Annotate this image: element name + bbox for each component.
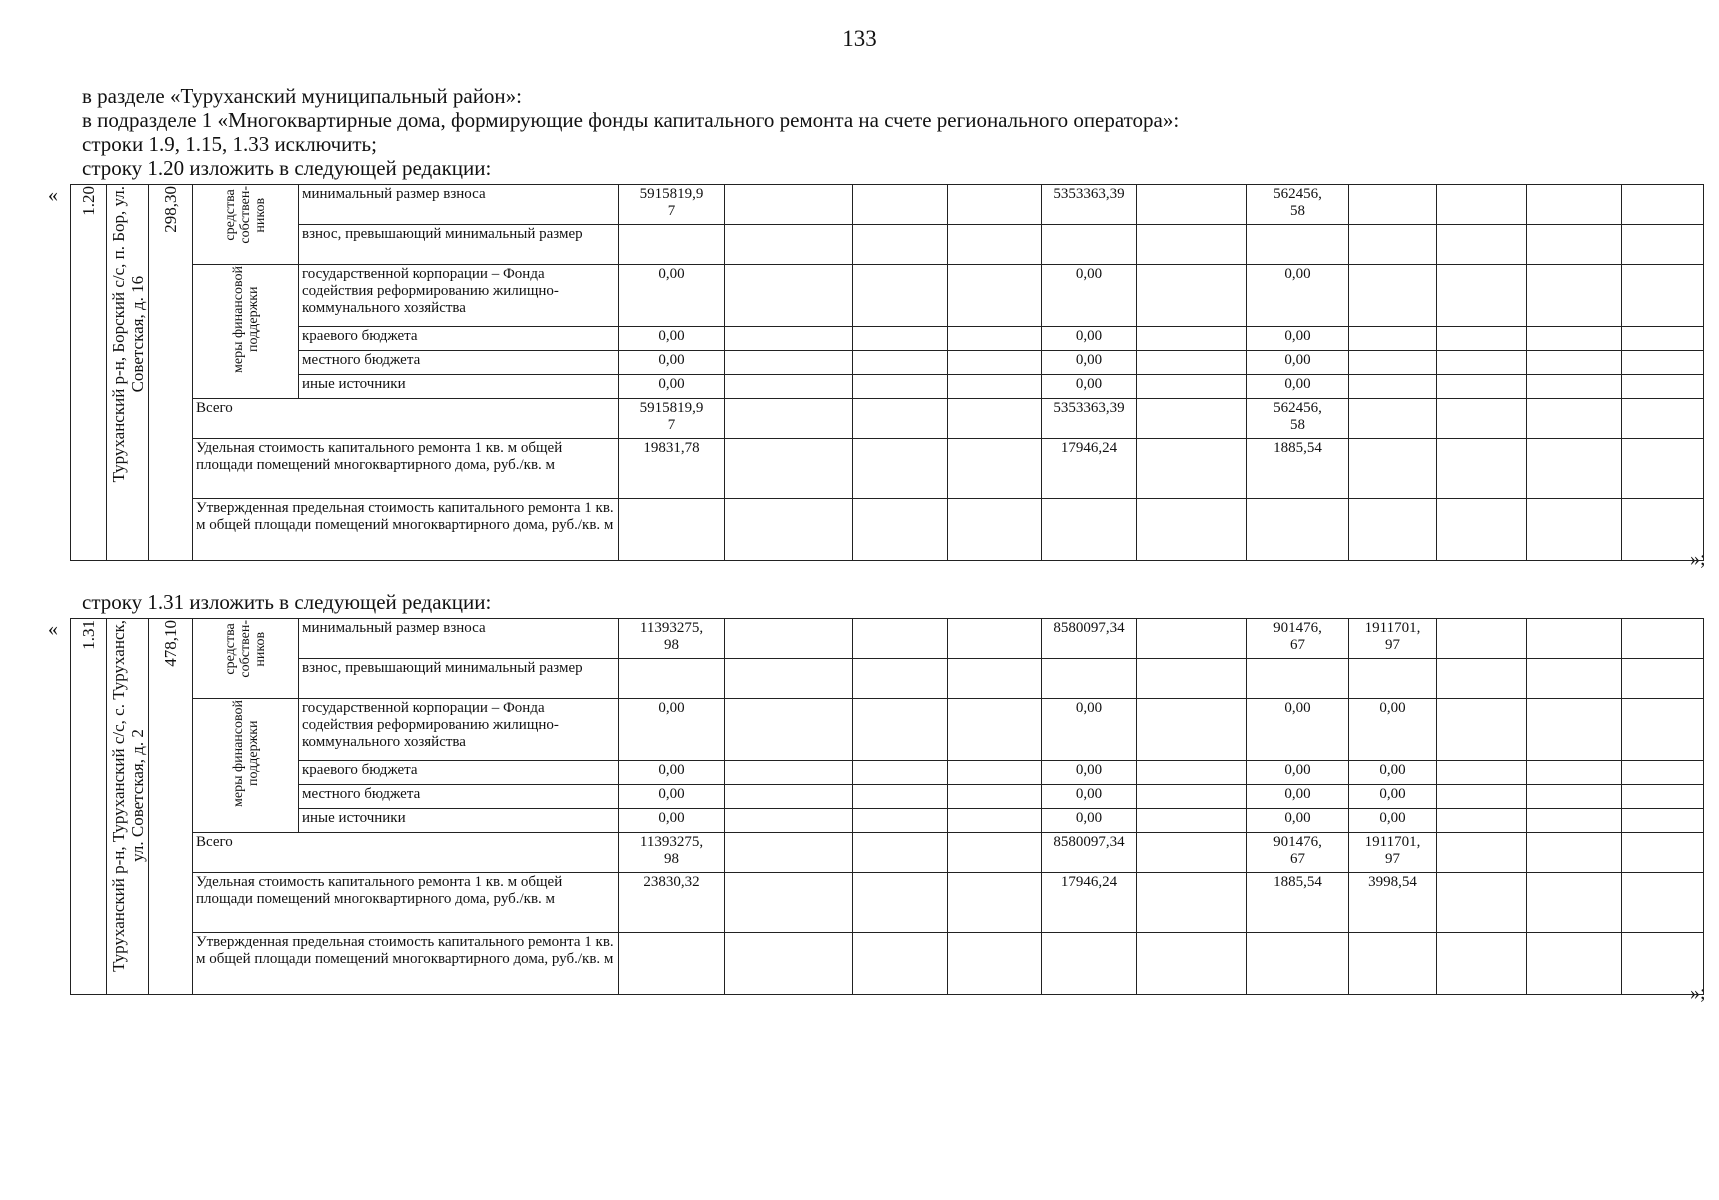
table-row — [71, 699, 1719, 761]
value-cell — [1437, 265, 1527, 327]
value-cell — [948, 833, 1042, 873]
value-cell — [1622, 933, 1704, 995]
value-cell: 1885,54 — [1247, 873, 1349, 933]
value-cell — [1137, 785, 1247, 809]
value-cell — [725, 265, 853, 327]
value-cell — [619, 499, 725, 561]
value-cell — [1137, 833, 1247, 873]
value-cell — [1247, 933, 1349, 995]
value-cell — [1622, 439, 1704, 499]
value-cell — [1349, 265, 1437, 327]
value-cell — [1137, 327, 1247, 351]
value-cell: 0,00 — [619, 785, 725, 809]
value-cell — [1437, 809, 1527, 833]
value-cell — [1527, 351, 1622, 375]
value-cell — [1137, 809, 1247, 833]
value-cell: 0,00 — [1042, 785, 1137, 809]
value-cell — [853, 833, 948, 873]
value-cell — [1437, 659, 1527, 699]
value-cell — [725, 699, 853, 761]
value-cell: 562456, 58 — [1247, 185, 1349, 225]
value-cell — [1622, 327, 1704, 351]
value-cell — [1349, 399, 1437, 439]
amendment-table — [70, 184, 1719, 561]
value-cell — [948, 327, 1042, 351]
value-cell — [948, 619, 1042, 659]
table-row — [71, 833, 1719, 873]
value-cell: 5915819,9 7 — [619, 185, 725, 225]
open-quote: « — [48, 184, 58, 206]
value-cell — [1042, 933, 1137, 995]
row-label: Удельная стоимость капитального ремонта 1 кв. м общей площади помещений многоквартирного дома, руб./кв. м — [193, 873, 619, 933]
value-cell: 5353363,39 — [1042, 399, 1137, 439]
row-label: иные источники — [299, 809, 619, 833]
section-heading: строку 1.31 изложить в следующей редакции: — [82, 590, 492, 614]
value-cell — [1137, 873, 1247, 933]
support-measures-label: меры финансовой поддержки — [230, 266, 261, 373]
value-cell — [1527, 809, 1622, 833]
value-cell — [948, 499, 1042, 561]
value-cell: 0,00 — [619, 761, 725, 785]
table-row — [71, 785, 1719, 809]
value-cell — [1622, 761, 1704, 785]
value-cell — [725, 439, 853, 499]
intro-line: в подразделе 1 «Многоквартирные дома, формирующие фонды капитального ремонта на счете регионального оператора»: — [82, 108, 1180, 132]
row-label: иные источники — [299, 375, 619, 399]
value-cell — [1622, 185, 1704, 225]
value-cell — [1349, 933, 1437, 995]
value-cell — [853, 873, 948, 933]
value-cell — [725, 327, 853, 351]
row-label: Удельная стоимость капитального ремонта 1 кв. м общей площади помещений многоквартирного дома, руб./кв. м — [193, 439, 619, 499]
open-quote: « — [48, 618, 58, 640]
value-cell — [1527, 327, 1622, 351]
value-cell — [853, 375, 948, 399]
value-cell — [948, 699, 1042, 761]
value-cell — [725, 499, 853, 561]
row-label: минимальный размер взноса — [299, 185, 619, 225]
value-cell — [1527, 185, 1622, 225]
value-cell: 0,00 — [619, 699, 725, 761]
value-cell — [948, 873, 1042, 933]
value-cell — [1137, 375, 1247, 399]
value-cell: 901476, 67 — [1247, 619, 1349, 659]
table-row — [71, 185, 1719, 225]
owners-funds-label: средства собствен- ников — [223, 620, 268, 678]
value-cell: 1885,54 — [1247, 439, 1349, 499]
value-cell — [1137, 265, 1247, 327]
value-cell: 0,00 — [1247, 699, 1349, 761]
table-row — [71, 809, 1719, 833]
row-number-cell — [71, 619, 107, 995]
value-cell — [948, 659, 1042, 699]
value-cell — [853, 761, 948, 785]
value-cell — [1349, 225, 1437, 265]
intro-line: строки 1.9, 1.15, 1.33 исключить; — [82, 132, 377, 156]
value-cell — [1349, 659, 1437, 699]
table-row — [71, 873, 1719, 933]
value-cell: 0,00 — [1349, 809, 1437, 833]
value-cell — [725, 185, 853, 225]
value-cell — [948, 375, 1042, 399]
value-cell — [1437, 499, 1527, 561]
value-cell — [1622, 619, 1704, 659]
table-row — [71, 375, 1719, 399]
value-cell — [1437, 327, 1527, 351]
value-cell — [853, 327, 948, 351]
value-cell — [1349, 327, 1437, 351]
value-cell — [1247, 225, 1349, 265]
table-row — [71, 499, 1719, 561]
value-cell — [1527, 375, 1622, 399]
page-number: 133 — [842, 26, 877, 51]
value-cell: 0,00 — [1042, 809, 1137, 833]
row-label: местного бюджета — [299, 785, 619, 809]
value-cell — [1137, 761, 1247, 785]
value-cell: 23830,32 — [619, 873, 725, 933]
value-cell — [725, 873, 853, 933]
value-cell — [1042, 499, 1137, 561]
value-cell — [1247, 499, 1349, 561]
owners-funds-cell — [193, 185, 299, 265]
row-label: Утвержденная предельная стоимость капитального ремонта 1 кв. м общей площади помещений многоквартирного дома, руб./кв. м — [193, 933, 619, 995]
value-cell: 0,00 — [1042, 761, 1137, 785]
value-cell — [1527, 265, 1622, 327]
table-row — [71, 399, 1719, 439]
value-cell — [1349, 499, 1437, 561]
section-heading: строку 1.20 изложить в следующей редакции: — [82, 156, 492, 180]
value-cell — [1527, 933, 1622, 995]
value-cell — [1527, 761, 1622, 785]
value-cell — [1137, 225, 1247, 265]
value-cell — [725, 785, 853, 809]
row-number: 1.20 — [79, 186, 98, 216]
row-label: государственной корпорации – Фонда содействия реформированию жилищно-коммунального хозяйства — [299, 265, 619, 327]
address: Туруханский р-н, Борский с/с, п. Бор, ул. Советская, д. 16 — [108, 186, 147, 483]
value-cell — [725, 351, 853, 375]
value-cell — [619, 225, 725, 265]
row-label: взнос, превышающий минимальный размер — [299, 225, 619, 265]
value-cell — [1137, 619, 1247, 659]
value-cell — [1349, 185, 1437, 225]
value-cell — [725, 761, 853, 785]
value-cell — [948, 933, 1042, 995]
value-cell: 0,00 — [1042, 265, 1137, 327]
value-cell — [948, 399, 1042, 439]
table-row — [71, 659, 1719, 699]
value-cell — [1437, 399, 1527, 439]
table-row — [71, 619, 1719, 659]
value-cell — [1527, 785, 1622, 809]
value-cell — [853, 265, 948, 327]
value-cell — [1349, 351, 1437, 375]
value-cell: 0,00 — [1247, 809, 1349, 833]
row-label: Утвержденная предельная стоимость капитального ремонта 1 кв. м общей площади помещений многоквартирного дома, руб./кв. м — [193, 499, 619, 561]
value-cell — [725, 375, 853, 399]
value-cell — [853, 439, 948, 499]
value-cell — [1622, 785, 1704, 809]
total-area: 478,10 — [161, 620, 180, 667]
value-cell: 0,00 — [1349, 761, 1437, 785]
value-cell: 0,00 — [1042, 699, 1137, 761]
value-cell — [853, 619, 948, 659]
value-cell — [853, 499, 948, 561]
value-cell — [1437, 225, 1527, 265]
value-cell — [1437, 699, 1527, 761]
value-cell: 8580097,34 — [1042, 833, 1137, 873]
close-quote: »; — [1690, 982, 1706, 1004]
value-cell — [948, 185, 1042, 225]
value-cell: 0,00 — [1247, 785, 1349, 809]
value-cell — [1622, 225, 1704, 265]
value-cell: 5353363,39 — [1042, 185, 1137, 225]
value-cell — [1137, 185, 1247, 225]
value-cell: 0,00 — [619, 351, 725, 375]
value-cell — [1137, 933, 1247, 995]
value-cell — [1437, 351, 1527, 375]
value-cell: 901476, 67 — [1247, 833, 1349, 873]
value-cell: 0,00 — [619, 809, 725, 833]
value-cell: 17946,24 — [1042, 873, 1137, 933]
value-cell: 0,00 — [1349, 785, 1437, 809]
value-cell — [1527, 399, 1622, 439]
value-cell — [1622, 399, 1704, 439]
value-cell — [948, 439, 1042, 499]
value-cell — [948, 785, 1042, 809]
value-cell — [725, 619, 853, 659]
value-cell — [853, 225, 948, 265]
value-cell — [1437, 761, 1527, 785]
value-cell — [1437, 619, 1527, 659]
value-cell — [1527, 699, 1622, 761]
row-number: 1.31 — [79, 620, 98, 650]
value-cell: 11393275, 98 — [619, 619, 725, 659]
value-cell — [1527, 659, 1622, 699]
value-cell: 0,00 — [619, 327, 725, 351]
value-cell — [1622, 351, 1704, 375]
value-cell: 3998,54 — [1349, 873, 1437, 933]
value-cell — [1137, 439, 1247, 499]
support-measures-cell — [193, 699, 299, 833]
value-cell — [853, 399, 948, 439]
area-cell — [149, 619, 193, 995]
table-row — [71, 351, 1719, 375]
value-cell — [1247, 659, 1349, 699]
value-cell — [948, 265, 1042, 327]
value-cell: 1911701, 97 — [1349, 619, 1437, 659]
value-cell — [725, 933, 853, 995]
value-cell: 0,00 — [1247, 351, 1349, 375]
value-cell — [1437, 833, 1527, 873]
value-cell — [853, 809, 948, 833]
value-cell — [1437, 873, 1527, 933]
value-cell — [1137, 699, 1247, 761]
value-cell — [1437, 185, 1527, 225]
value-cell — [725, 833, 853, 873]
row-label: государственной корпорации – Фонда содействия реформированию жилищно-коммунального хозяйства — [299, 699, 619, 761]
value-cell — [1622, 375, 1704, 399]
value-cell — [619, 933, 725, 995]
value-cell — [725, 225, 853, 265]
value-cell — [948, 225, 1042, 265]
value-cell: 0,00 — [619, 375, 725, 399]
support-measures-label: меры финансовой поддержки — [230, 700, 261, 807]
value-cell — [853, 659, 948, 699]
close-quote: »; — [1690, 548, 1706, 570]
value-cell — [1042, 659, 1137, 699]
row-label: краевого бюджета — [299, 327, 619, 351]
value-cell — [1527, 499, 1622, 561]
value-cell — [1622, 873, 1704, 933]
row-label: минимальный размер взноса — [299, 619, 619, 659]
intro-text — [82, 84, 1682, 156]
table-row — [71, 225, 1719, 265]
value-cell — [1349, 439, 1437, 499]
value-cell — [1527, 619, 1622, 659]
value-cell — [948, 761, 1042, 785]
table-row — [71, 439, 1719, 499]
value-cell: 8580097,34 — [1042, 619, 1137, 659]
value-cell — [725, 659, 853, 699]
owners-funds-cell — [193, 619, 299, 699]
value-cell — [853, 785, 948, 809]
value-cell — [1622, 833, 1704, 873]
value-cell: 0,00 — [1349, 699, 1437, 761]
value-cell — [619, 659, 725, 699]
value-cell — [1527, 833, 1622, 873]
amendment-table — [70, 618, 1719, 995]
table-row — [71, 265, 1719, 327]
value-cell — [853, 185, 948, 225]
value-cell — [1622, 265, 1704, 327]
value-cell: 0,00 — [1042, 375, 1137, 399]
area-cell — [149, 185, 193, 561]
row-label: Всего — [193, 399, 619, 439]
value-cell: 562456, 58 — [1247, 399, 1349, 439]
intro-line: в разделе «Туруханский муниципальный район»: — [82, 84, 523, 108]
total-area: 298,30 — [161, 186, 180, 233]
address-cell — [107, 619, 149, 995]
value-cell — [948, 351, 1042, 375]
row-number-cell — [71, 185, 107, 561]
value-cell: 0,00 — [1247, 265, 1349, 327]
value-cell — [1137, 659, 1247, 699]
value-cell — [1137, 351, 1247, 375]
value-cell — [1437, 375, 1527, 399]
value-cell: 0,00 — [1042, 327, 1137, 351]
value-cell — [1527, 225, 1622, 265]
value-cell — [1137, 499, 1247, 561]
table-row — [71, 327, 1719, 351]
value-cell — [853, 351, 948, 375]
value-cell: 0,00 — [1247, 761, 1349, 785]
value-cell: 0,00 — [1247, 327, 1349, 351]
value-cell: 17946,24 — [1042, 439, 1137, 499]
support-measures-cell — [193, 265, 299, 399]
value-cell: 0,00 — [1247, 375, 1349, 399]
value-cell — [1437, 933, 1527, 995]
row-label: местного бюджета — [299, 351, 619, 375]
row-label: краевого бюджета — [299, 761, 619, 785]
value-cell — [948, 809, 1042, 833]
address: Туруханский р-н, Туруханский с/с, с. Туруханск, ул. Советская, д. 2 — [108, 620, 147, 972]
value-cell: 5915819,9 7 — [619, 399, 725, 439]
value-cell — [1137, 399, 1247, 439]
value-cell — [1622, 699, 1704, 761]
value-cell: 11393275, 98 — [619, 833, 725, 873]
owners-funds-label: средства собствен- ников — [223, 186, 268, 244]
value-cell — [1349, 375, 1437, 399]
value-cell — [1042, 225, 1137, 265]
value-cell — [853, 699, 948, 761]
value-cell — [1437, 785, 1527, 809]
table-row — [71, 933, 1719, 995]
value-cell: 0,00 — [1042, 351, 1137, 375]
value-cell — [1622, 499, 1704, 561]
value-cell — [1527, 439, 1622, 499]
value-cell — [1622, 659, 1704, 699]
value-cell — [725, 399, 853, 439]
value-cell: 1911701, 97 — [1349, 833, 1437, 873]
value-cell: 0,00 — [619, 265, 725, 327]
row-label: взнос, превышающий минимальный размер — [299, 659, 619, 699]
row-label: Всего — [193, 833, 619, 873]
value-cell — [1527, 873, 1622, 933]
value-cell — [1437, 439, 1527, 499]
value-cell: 19831,78 — [619, 439, 725, 499]
table-row — [71, 761, 1719, 785]
value-cell — [725, 809, 853, 833]
value-cell — [853, 933, 948, 995]
address-cell — [107, 185, 149, 561]
value-cell — [1622, 809, 1704, 833]
